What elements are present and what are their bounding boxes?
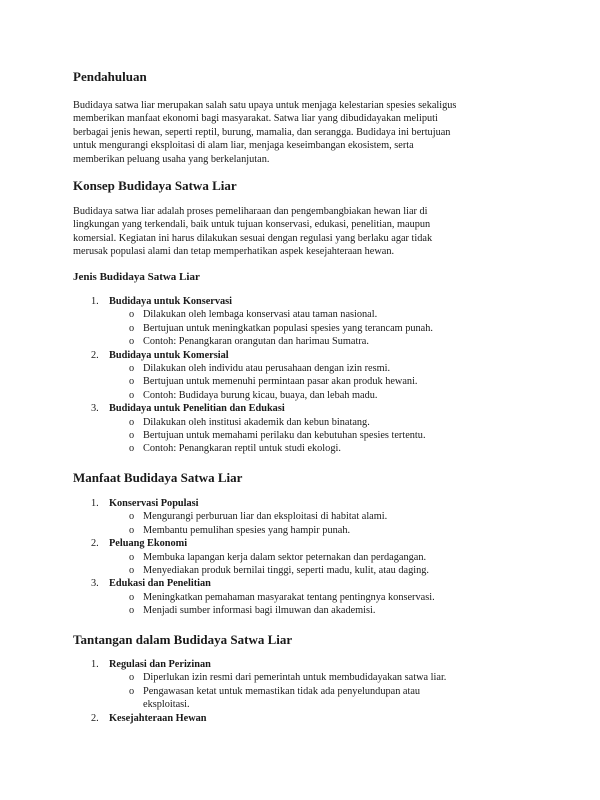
sub-list-item xyxy=(109,416,543,429)
list-item xyxy=(73,658,543,712)
sub-list xyxy=(109,308,543,348)
sub-list-text: Bertujuan untuk memenuhi permintaan pasar akan produk hewani. xyxy=(143,376,418,388)
list-item-title: Konservasi Populasi xyxy=(109,498,199,509)
sub-list-text: Membantu pemulihan spesies yang hampir punah. xyxy=(143,524,351,536)
sub-list-text: Contoh: Penangkaran orangutan dan harimau Sumatra. xyxy=(143,336,369,348)
bullet-icon: o xyxy=(129,591,135,603)
sub-list xyxy=(109,671,543,711)
bullet-icon: o xyxy=(129,322,135,334)
sub-list-item xyxy=(109,375,543,388)
list-number: 3. xyxy=(91,578,99,590)
list-number: 1. xyxy=(91,498,99,509)
sub-list xyxy=(109,551,543,578)
sub-list-item xyxy=(109,442,543,455)
bullet-icon: o xyxy=(129,430,135,442)
bullet-icon: o xyxy=(129,389,135,401)
sub-list-item xyxy=(109,591,543,604)
bullet-icon: o xyxy=(129,524,135,536)
sub-list-item xyxy=(109,322,543,335)
sub-list-item xyxy=(109,429,543,442)
bullet-icon: o xyxy=(129,511,135,523)
sub-list xyxy=(109,362,543,402)
text-line: merusak populasi alami dan tetap memperhatikan aspek kesejahteraan hewan. xyxy=(73,246,395,258)
heading-jenis: Jenis Budidaya Satwa Liar xyxy=(73,271,200,283)
bullet-icon: o xyxy=(129,309,135,321)
list-item-title: Budidaya untuk Penelitian dan Edukasi xyxy=(109,403,285,415)
text-line: komersial. Kegiatan ini harus dilakukan sesuai dengan regulasi yang berlaku agar tidak xyxy=(73,232,433,244)
bullet-icon: o xyxy=(129,376,135,388)
sub-list-item xyxy=(109,510,543,523)
list-number: 1. xyxy=(91,296,99,307)
sub-list-text: Dilakukan oleh lembaga konservasi atau taman nasional. xyxy=(143,309,378,321)
list-item-title: Budidaya untuk Konservasi xyxy=(109,296,233,307)
heading-pendahuluan: Pendahuluan xyxy=(73,69,147,84)
list-item xyxy=(73,497,543,537)
list-item xyxy=(73,295,543,349)
sub-list-item xyxy=(109,524,543,537)
sub-list-text: Contoh: Penangkaran reptil untuk studi ekologi. xyxy=(143,443,341,455)
sub-list-text: Diperlukan izin resmi dari pemerintah untuk membudidayakan satwa liar. xyxy=(143,672,447,684)
sub-list-text: Contoh: Budidaya burung kicau, buaya, dan lebah madu. xyxy=(143,389,378,401)
sub-list-item xyxy=(109,685,543,712)
sub-list xyxy=(109,591,543,618)
paragraph-konsep xyxy=(73,205,523,259)
bullet-icon: o xyxy=(129,672,135,684)
bullet-icon: o xyxy=(129,363,135,375)
list-item xyxy=(73,712,543,725)
list-number: 2. xyxy=(91,349,99,361)
bullet-icon: o xyxy=(129,551,135,563)
sub-list-text: Meningkatkan pemahaman masyarakat tentang pentingnya konservasi. xyxy=(143,591,435,603)
sub-list-text: Mengurangi perburuan liar dan eksploitasi di habitat alami. xyxy=(143,511,388,523)
text-line: memberikan manfaat ekonomi bagi masyarakat. Satwa liar yang dibudidayakan meliputi xyxy=(73,113,438,125)
bullet-icon: o xyxy=(129,336,135,348)
sub-list-text: Dilakukan oleh individu atau perusahaan dengan izin resmi. xyxy=(143,363,391,375)
list-item xyxy=(73,537,543,577)
sub-list-item xyxy=(109,362,543,375)
list-number: 3. xyxy=(91,403,99,415)
sub-list-item xyxy=(109,308,543,321)
bullet-icon: o xyxy=(129,605,135,617)
list-manfaat xyxy=(73,497,543,618)
list-item-title: Peluang Ekonomi xyxy=(109,538,188,550)
text-line: Budidaya satwa liar adalah proses pemeliharaan dan pengembangbiakan hewan liar di xyxy=(73,206,428,217)
text-line: untuk mengurangi eksploitasi di alam liar, menjaga keseimbangan ekosistem, serta xyxy=(73,140,414,152)
bullet-icon: o xyxy=(129,416,135,428)
sub-list-item xyxy=(109,564,543,577)
list-jenis xyxy=(73,295,543,456)
heading-tantangan: Tantangan dalam Budidaya Satwa Liar xyxy=(73,632,293,647)
sub-list-text: Menyediakan produk bernilai tinggi, seperti madu, kulit, atau daging. xyxy=(143,565,429,577)
sub-list-text: Bertujuan untuk meningkatkan populasi spesies yang terancam punah. xyxy=(143,322,433,334)
bullet-icon: o xyxy=(129,443,135,455)
list-item xyxy=(73,402,543,456)
sub-list-text: Dilakukan oleh institusi akademik dan kebun binatang. xyxy=(143,416,370,428)
list-number: 2. xyxy=(91,538,99,550)
sub-list-item xyxy=(109,389,543,402)
sub-list-item xyxy=(109,335,543,348)
sub-list xyxy=(109,416,543,456)
list-tantangan xyxy=(73,658,543,725)
text-line: berbagai jenis hewan, seperti reptil, burung, mamalia, dan serangga. Budidaya ini bertujuan xyxy=(73,126,451,138)
bullet-icon: o xyxy=(129,685,135,697)
sub-list-text: Menjadi sumber informasi bagi ilmuwan dan akademisi. xyxy=(143,605,376,617)
list-item-title: Edukasi dan Penelitian xyxy=(109,578,211,590)
list-item-title: Budidaya untuk Komersial xyxy=(109,349,229,361)
sub-list xyxy=(109,510,543,537)
sub-list-item xyxy=(109,551,543,564)
list-item-title: Regulasi dan Perizinan xyxy=(109,659,211,670)
bullet-icon: o xyxy=(129,565,135,577)
heading-manfaat: Manfaat Budidaya Satwa Liar xyxy=(73,470,243,485)
list-item xyxy=(73,349,543,403)
sub-list-text: Membuka lapangan kerja dalam sektor peternakan dan perdagangan. xyxy=(143,551,427,563)
sub-list-item xyxy=(109,671,543,684)
sub-list-text: Pengawasan ketat untuk memastikan tidak ada penyelundupan atau eksploitasi. xyxy=(143,685,421,711)
list-item xyxy=(73,577,543,617)
sub-list-text: Bertujuan untuk memahami perilaku dan kebutuhan spesies tertentu. xyxy=(143,430,426,442)
list-number: 2. xyxy=(91,712,99,724)
text-line: lingkungan yang terkendali, baik untuk tujuan konservasi, edukasi, penelitian, maupun xyxy=(73,219,431,231)
text-line: Budidaya satwa liar merupakan salah satu upaya untuk menjaga kelestarian spesies sekaligus xyxy=(73,100,457,111)
list-item-title: Kesejahteraan Hewan xyxy=(109,712,207,724)
list-number: 1. xyxy=(91,659,99,670)
heading-konsep: Konsep Budidaya Satwa Liar xyxy=(73,178,237,193)
sub-list-item xyxy=(109,604,543,617)
text-line: memberikan peluang usaha yang berkelanjutan. xyxy=(73,153,270,165)
paragraph-pendahuluan xyxy=(73,99,523,166)
